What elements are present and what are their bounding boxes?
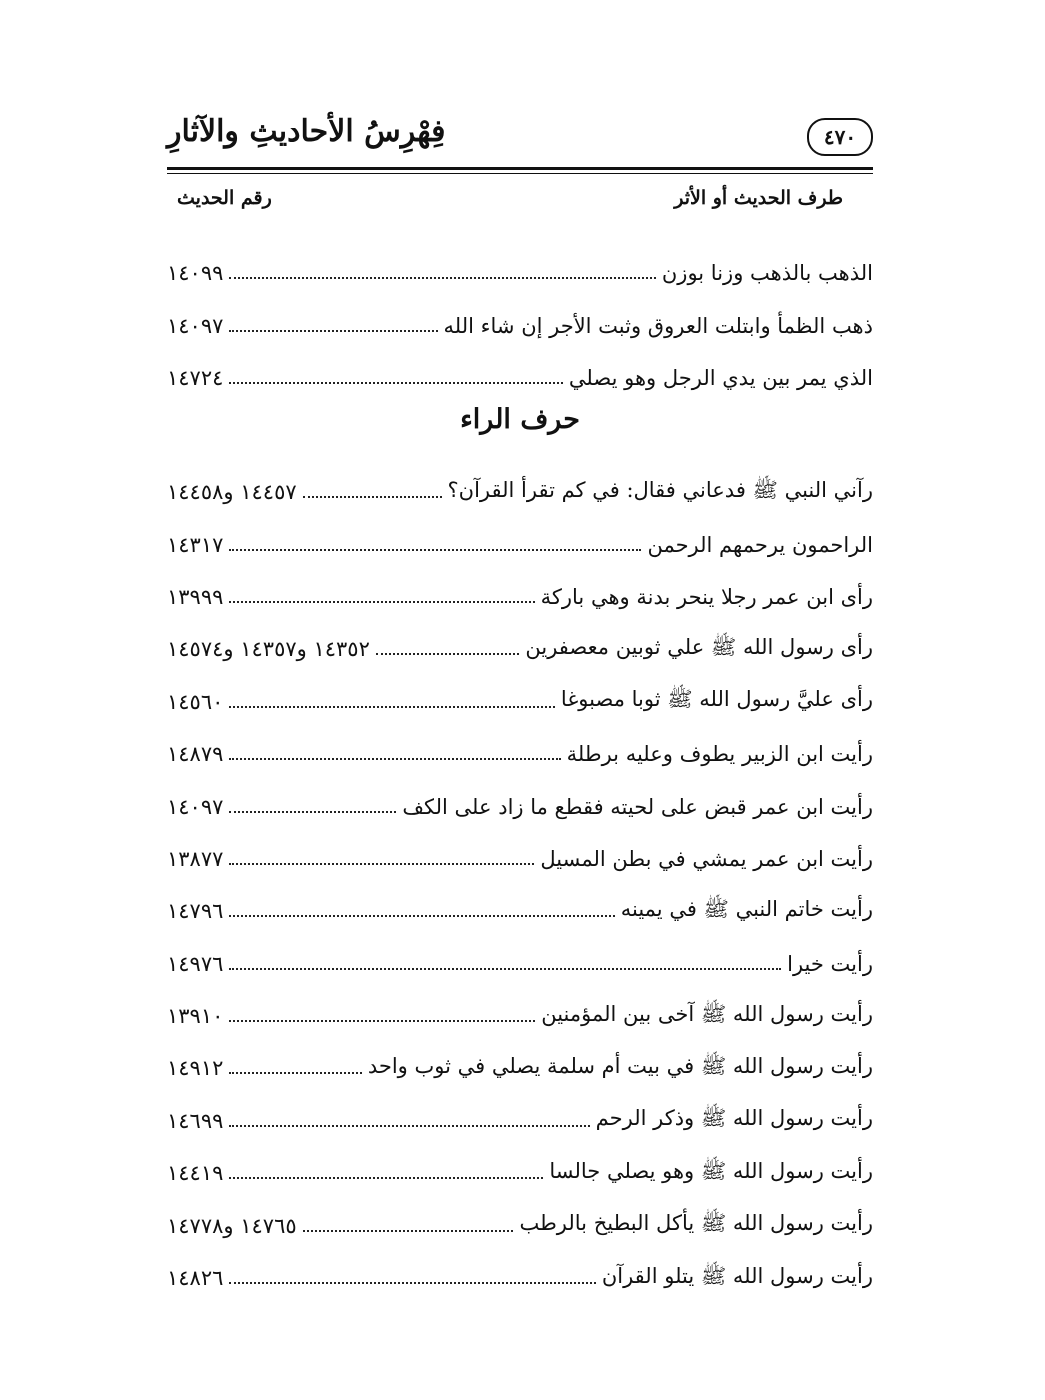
entry-text: ذهب الظمأ وابتلت العروق وثبت الأجر إن شاء الله bbox=[443, 313, 873, 338]
entry-number: ١٤٩١٢ bbox=[167, 1056, 224, 1081]
entry-text: رأى ابن عمر رجلا ينحر بدنة وهي باركة bbox=[540, 584, 873, 609]
index-entry bbox=[167, 352, 873, 404]
entry-number: ١٤٣١٧ bbox=[167, 532, 224, 557]
entry-number: ١٣٩١٠ bbox=[167, 1004, 224, 1029]
header-rule-thick bbox=[167, 167, 873, 170]
index-entry bbox=[167, 1147, 873, 1199]
dot-leader bbox=[229, 758, 560, 760]
dot-leader bbox=[229, 863, 534, 865]
dot-leader bbox=[229, 1282, 595, 1284]
entry-number: ١٤٩٧٦ bbox=[167, 951, 224, 976]
entry-text: رأيت خاتم النبي ﷺ في يمينه bbox=[620, 896, 873, 921]
index-entry bbox=[167, 938, 873, 990]
entry-text: رأيت ابن عمر قبض على لحيته فقطع ما زاد على الكف bbox=[402, 794, 873, 819]
index-entry bbox=[167, 1199, 873, 1251]
index-entry bbox=[167, 990, 873, 1042]
dot-leader bbox=[229, 601, 534, 603]
header-rule-thin bbox=[167, 173, 873, 174]
index-entry bbox=[167, 1252, 873, 1304]
column-headers bbox=[167, 187, 873, 217]
index-entry bbox=[167, 623, 873, 675]
dot-leader bbox=[303, 496, 442, 498]
dot-leader bbox=[229, 330, 437, 332]
entry-number: ١٤٠٩٧ bbox=[167, 794, 224, 819]
entry-number: ١٤٧٩٦ bbox=[167, 899, 224, 924]
index-entry bbox=[167, 1095, 873, 1147]
index-entry bbox=[167, 780, 873, 832]
index-entry bbox=[167, 676, 873, 728]
page-number-badge: ٤٧٠ bbox=[807, 118, 873, 156]
entries-list-before bbox=[167, 247, 873, 404]
dot-leader bbox=[229, 1125, 589, 1127]
dot-leader bbox=[229, 915, 614, 917]
running-head bbox=[167, 112, 873, 164]
index-entry bbox=[167, 571, 873, 623]
entry-text: رأيت رسول الله ﷺ وهو يصلي جالسا bbox=[549, 1158, 873, 1183]
book-title: فِهْرِسُ الأحاديثِ والآثارِ bbox=[167, 114, 446, 149]
dot-leader bbox=[229, 382, 563, 384]
index-entry bbox=[167, 833, 873, 885]
section-title: حرف الراء bbox=[460, 404, 580, 435]
entry-text: رأيت خيرا bbox=[787, 951, 873, 976]
dot-leader bbox=[229, 811, 396, 813]
entry-number: ١٤٤٥٧ و١٤٤٥٨ bbox=[167, 480, 297, 505]
entries-list-after bbox=[167, 466, 873, 1304]
entry-text: الراحمون يرحمهم الرحمن bbox=[647, 532, 873, 557]
entry-text: رأى عليَّ رسول الله ﷺ ثوبا مصبوغا bbox=[560, 687, 873, 712]
entry-number: ١٤٨٧٩ bbox=[167, 742, 224, 767]
index-entry bbox=[167, 885, 873, 937]
entry-number: ١٤٤١٩ bbox=[167, 1161, 224, 1186]
column-header-text: طرف الحديث أو الأثر bbox=[674, 187, 843, 209]
index-entry bbox=[167, 466, 873, 518]
dot-leader bbox=[229, 1020, 535, 1022]
dot-leader bbox=[229, 549, 641, 551]
dot-leader bbox=[229, 706, 555, 708]
index-entry bbox=[167, 1042, 873, 1094]
entry-text: رأيت رسول الله ﷺ يتلو القرآن bbox=[601, 1263, 873, 1288]
entry-text: رأيت رسول الله ﷺ يأكل البطيخ بالرطب bbox=[519, 1211, 873, 1236]
index-entry bbox=[167, 728, 873, 780]
column-header-number: رقم الحديث bbox=[177, 187, 272, 209]
entry-text: رأيت رسول الله ﷺ وذكر الرحم bbox=[595, 1106, 873, 1131]
entry-number: ١٤٧٢٤ bbox=[167, 365, 224, 390]
entry-number: ١٤٦٩٩ bbox=[167, 1108, 224, 1133]
entry-number: ١٤٨٢٦ bbox=[167, 1266, 224, 1291]
entry-text: الذهب بالذهب وزنا بوزن bbox=[661, 261, 873, 286]
entry-text: رآني النبي ﷺ فدعاني فقال: في كم تقرأ القرآن؟ bbox=[447, 477, 873, 502]
entry-text: رأيت رسول الله ﷺ في بيت أم سلمة يصلي في ثوب واحد bbox=[367, 1053, 873, 1078]
dot-leader bbox=[229, 277, 655, 279]
entry-number: ١٤٠٩٩ bbox=[167, 261, 224, 286]
entry-number: ١٤٣٥٢ و١٤٣٥٧ و١٤٥٧٤ bbox=[167, 637, 370, 662]
index-entry bbox=[167, 299, 873, 351]
entry-text: الذي يمر بين يدي الرجل وهو يصلي bbox=[568, 365, 873, 390]
entry-number: ١٣٩٩٩ bbox=[167, 584, 224, 609]
dot-leader bbox=[229, 1072, 361, 1074]
entry-text: رأيت ابن الزبير يطوف وعليه برطلة bbox=[566, 742, 873, 767]
index-entry bbox=[167, 518, 873, 570]
index-entry bbox=[167, 247, 873, 299]
dot-leader bbox=[229, 968, 781, 970]
dot-leader bbox=[303, 1230, 514, 1232]
entry-number: ١٤٥٦٠ bbox=[167, 689, 224, 714]
entry-number: ١٣٨٧٧ bbox=[167, 846, 224, 871]
entry-number: ١٤٧٦٥ و١٤٧٧٨ bbox=[167, 1213, 297, 1238]
entry-text: رأيت ابن عمر يمشي في بطن المسيل bbox=[540, 846, 873, 871]
dot-leader bbox=[229, 1177, 543, 1179]
entry-number: ١٤٠٩٧ bbox=[167, 313, 224, 338]
entry-text: رأى رسول الله ﷺ علي ثوبين معصفرين bbox=[525, 634, 873, 659]
entry-text: رأيت رسول الله ﷺ آخى بين المؤمنين bbox=[541, 1001, 873, 1026]
dot-leader bbox=[376, 653, 520, 655]
